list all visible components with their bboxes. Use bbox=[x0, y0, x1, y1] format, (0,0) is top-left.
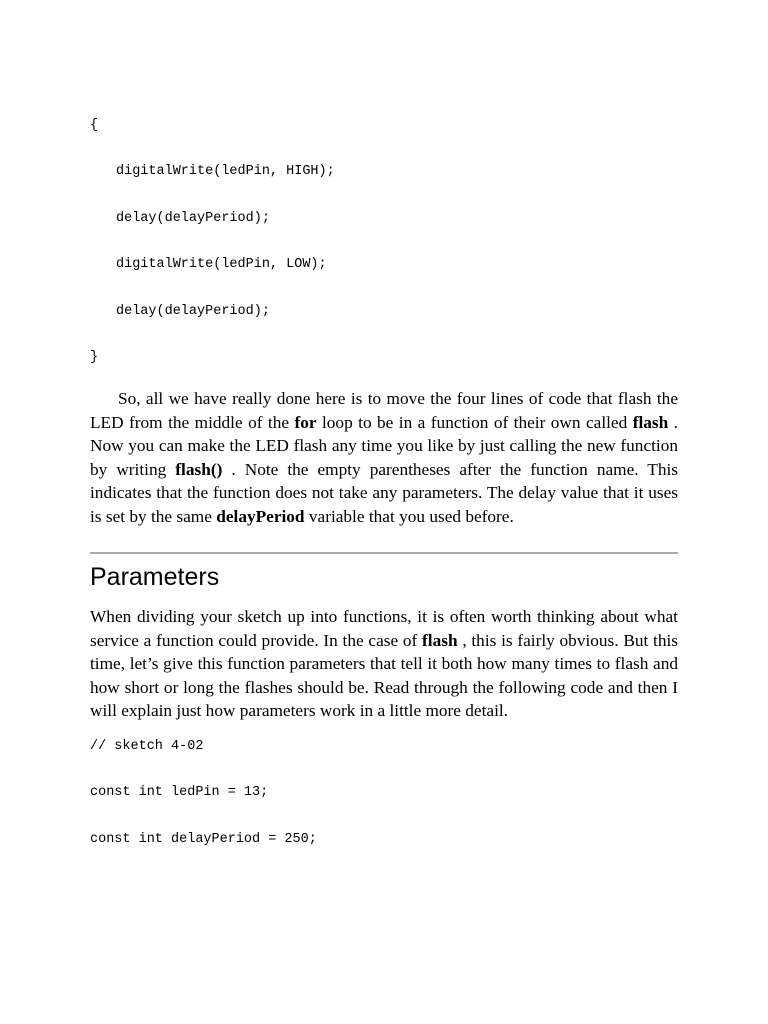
paragraph-text: variable that you used before. bbox=[304, 506, 514, 526]
inline-code-keyword: flash bbox=[422, 630, 458, 650]
section-divider bbox=[90, 552, 678, 554]
inline-code-keyword: delayPeriod bbox=[216, 506, 305, 526]
inline-code-keyword: for bbox=[294, 412, 317, 432]
paragraph-text: When dividing your sketch up into functions, it is often worth thinking about what service a function could provide. In the case of bbox=[90, 607, 678, 650]
paragraph-text: . Note the empty parentheses after the function name. This indicates that the function does not take any parameters. The delay value that it uses is set by the same bbox=[90, 459, 679, 526]
inline-code-keyword: flash() bbox=[175, 459, 223, 479]
code-line: digitalWrite(ledPin, HIGH); bbox=[116, 164, 335, 179]
code-line: digitalWrite(ledPin, LOW); bbox=[116, 257, 327, 272]
paragraph-text: , this is fairly obvious. But this time, let’s give this function parameters that tell it both how many times to flash and how short or long the flashes should be. Read through the following code and then I will explain just how parameters work in a little more detail. bbox=[90, 630, 679, 720]
code-line: delay(delayPeriod); bbox=[116, 304, 270, 319]
body-paragraph bbox=[90, 387, 678, 528]
body-paragraph bbox=[90, 605, 678, 723]
paragraph-text: . Now you can make the LED flash any time you like by just calling the new function by writing bbox=[90, 412, 678, 479]
code-line: } bbox=[90, 350, 99, 365]
code-line: // sketch 4-02 bbox=[90, 739, 204, 754]
code-line: { bbox=[90, 118, 99, 133]
paragraph-text: So, all we have really done here is to move the four lines of code that flash the LED from the middle of the bbox=[90, 389, 678, 432]
inline-code-keyword: flash bbox=[632, 412, 669, 432]
paragraph-text: loop to be in a function of their own called bbox=[316, 412, 633, 432]
section-heading: Parameters bbox=[90, 563, 220, 591]
code-line: delay(delayPeriod); bbox=[116, 211, 270, 226]
code-line: const int delayPeriod = 250; bbox=[90, 832, 317, 847]
code-line: const int ledPin = 13; bbox=[90, 785, 269, 800]
